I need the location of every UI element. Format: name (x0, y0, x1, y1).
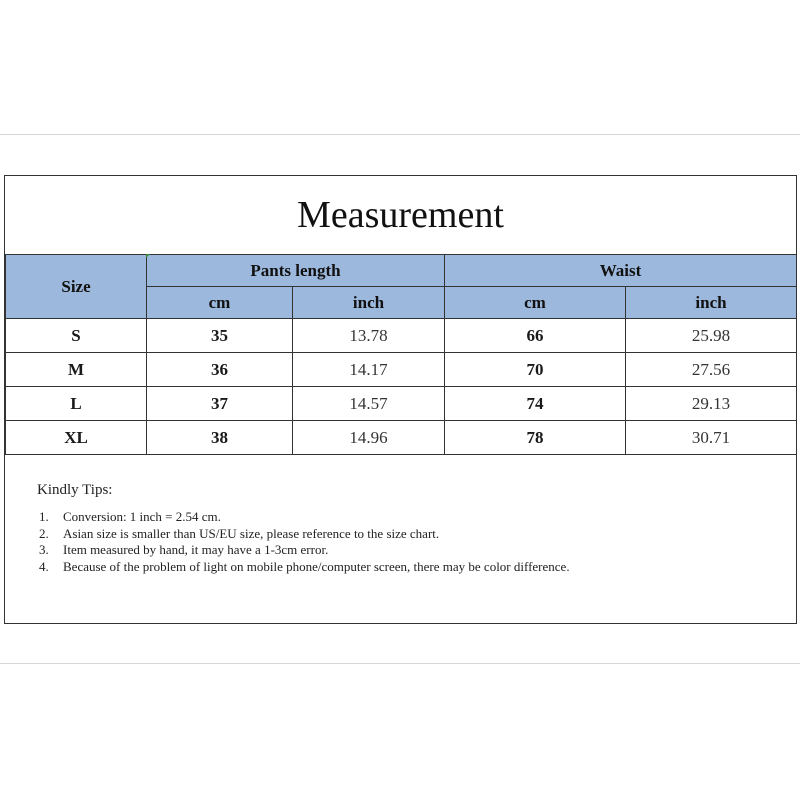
waist-inch-cell: 30.71 (626, 421, 797, 455)
table-header-row (6, 255, 797, 287)
waist-header: Waist (445, 255, 797, 287)
chart-title: Measurement (297, 194, 504, 236)
tip-text: Item measured by hand, it may have a 1-3cm error. (63, 542, 329, 557)
waist-cm-cell: 66 (445, 319, 626, 353)
size-cell: M (6, 353, 147, 387)
waist-inch-header: inch (626, 287, 797, 319)
table-row (6, 353, 797, 387)
list-item (37, 542, 657, 559)
pants-cm-cell: 38 (147, 421, 293, 455)
size-column-header: Size (6, 255, 147, 319)
tip-text: Conversion: 1 inch = 2.54 cm. (63, 509, 221, 524)
pants-length-header: Pants length (147, 255, 445, 287)
tips-section (37, 482, 657, 575)
waist-inch-cell: 25.98 (626, 319, 797, 353)
size-cell: XL (6, 421, 147, 455)
pants-inch-cell: 14.57 (293, 387, 445, 421)
list-item (37, 526, 657, 543)
pants-inch-header: inch (293, 287, 445, 319)
waist-inch-cell: 27.56 (626, 353, 797, 387)
pants-cm-cell: 37 (147, 387, 293, 421)
pants-cm-cell: 35 (147, 319, 293, 353)
size-cell: S (6, 319, 147, 353)
tips-heading: Kindly Tips: (37, 482, 113, 498)
pants-inch-cell: 14.96 (293, 421, 445, 455)
tip-number: 3. (39, 542, 49, 557)
size-table (5, 254, 797, 455)
waist-inch-cell: 29.13 (626, 387, 797, 421)
waist-cm-cell: 70 (445, 353, 626, 387)
pants-inch-cell: 13.78 (293, 319, 445, 353)
pants-cm-header: cm (147, 287, 293, 319)
tip-number: 1. (39, 509, 49, 524)
list-item (37, 559, 657, 576)
cell-marker-icon (146, 254, 150, 258)
tip-text: Asian size is smaller than US/EU size, please reference to the size chart. (63, 525, 440, 541)
tip-number: 4. (39, 558, 49, 574)
table-row (6, 319, 797, 353)
size-chart-card (4, 175, 797, 624)
list-item (37, 509, 657, 526)
waist-cm-header: cm (445, 287, 626, 319)
pants-cm-cell: 36 (147, 353, 293, 387)
waist-cm-cell: 78 (445, 421, 626, 455)
size-cell: L (6, 387, 147, 421)
pants-inch-cell: 14.17 (293, 353, 445, 387)
tip-number: 2. (39, 525, 49, 541)
table-row (6, 421, 797, 455)
table-row (6, 387, 797, 421)
tip-text: Because of the problem of light on mobile phone/computer screen, there may be color difference. (63, 558, 570, 574)
tips-list (37, 509, 657, 575)
waist-cm-cell: 74 (445, 387, 626, 421)
